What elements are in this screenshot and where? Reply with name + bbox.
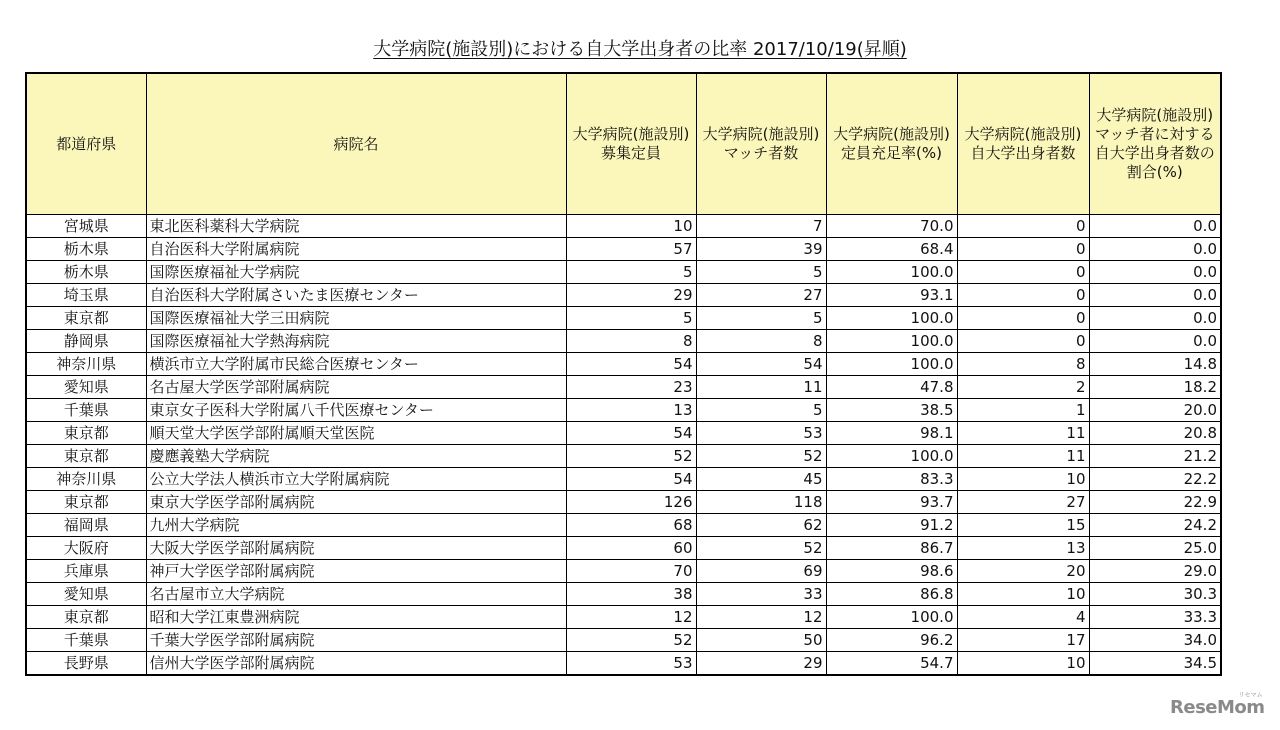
cell-prefecture: 栃木県 <box>26 261 146 284</box>
cell-matched: 45 <box>696 468 826 491</box>
cell-own-graduates: 1 <box>957 399 1089 422</box>
cell-matched: 5 <box>696 307 826 330</box>
cell-matched: 8 <box>696 330 826 353</box>
cell-matched: 54 <box>696 353 826 376</box>
cell-hospital-name: 横浜市立大学附属市民総合医療センター <box>146 353 566 376</box>
cell-own-graduates: 0 <box>957 307 1089 330</box>
cell-own-ratio: 25.0 <box>1089 537 1221 560</box>
cell-prefecture: 東京都 <box>26 422 146 445</box>
table-row <box>26 629 1221 652</box>
cell-own-graduates: 10 <box>957 468 1089 491</box>
cell-hospital-name: 東京女子医科大学附属八千代医療センター <box>146 399 566 422</box>
cell-matched: 52 <box>696 537 826 560</box>
cell-capacity: 54 <box>566 353 696 376</box>
cell-matched: 53 <box>696 422 826 445</box>
table-row <box>26 537 1221 560</box>
cell-own-ratio: 20.0 <box>1089 399 1221 422</box>
cell-matched: 5 <box>696 399 826 422</box>
cell-fill-rate: 96.2 <box>826 629 957 652</box>
cell-capacity: 10 <box>566 215 696 238</box>
cell-hospital-name: 自治医科大学附属さいたま医療センター <box>146 284 566 307</box>
cell-hospital-name: 名古屋市立大学病院 <box>146 583 566 606</box>
cell-fill-rate: 93.1 <box>826 284 957 307</box>
table-body <box>26 215 1221 676</box>
cell-matched: 62 <box>696 514 826 537</box>
cell-capacity: 68 <box>566 514 696 537</box>
cell-prefecture: 東京都 <box>26 606 146 629</box>
cell-own-ratio: 30.3 <box>1089 583 1221 606</box>
table-row <box>26 422 1221 445</box>
cell-fill-rate: 68.4 <box>826 238 957 261</box>
cell-capacity: 5 <box>566 261 696 284</box>
cell-hospital-name: 自治医科大学附属病院 <box>146 238 566 261</box>
col-header-prefecture: 都道府県 <box>26 73 146 215</box>
cell-own-ratio: 0.0 <box>1089 261 1221 284</box>
cell-hospital-name: 東京大学医学部附属病院 <box>146 491 566 514</box>
cell-own-ratio: 0.0 <box>1089 215 1221 238</box>
cell-own-ratio: 0.0 <box>1089 307 1221 330</box>
table-row <box>26 606 1221 629</box>
cell-hospital-name: 国際医療福祉大学熱海病院 <box>146 330 566 353</box>
cell-prefecture: 神奈川県 <box>26 468 146 491</box>
cell-fill-rate: 100.0 <box>826 261 957 284</box>
cell-own-ratio: 22.9 <box>1089 491 1221 514</box>
cell-own-graduates: 0 <box>957 284 1089 307</box>
cell-prefecture: 埼玉県 <box>26 284 146 307</box>
cell-prefecture: 福岡県 <box>26 514 146 537</box>
cell-own-graduates: 13 <box>957 537 1089 560</box>
cell-prefecture: 東京都 <box>26 307 146 330</box>
cell-capacity: 52 <box>566 629 696 652</box>
cell-own-graduates: 0 <box>957 215 1089 238</box>
cell-capacity: 54 <box>566 422 696 445</box>
cell-fill-rate: 86.8 <box>826 583 957 606</box>
resemom-logo <box>1170 692 1265 718</box>
cell-matched: 11 <box>696 376 826 399</box>
table-row <box>26 583 1221 606</box>
header-row <box>26 73 1221 215</box>
cell-capacity: 126 <box>566 491 696 514</box>
cell-fill-rate: 100.0 <box>826 353 957 376</box>
table-row <box>26 307 1221 330</box>
cell-own-ratio: 29.0 <box>1089 560 1221 583</box>
cell-prefecture: 東京都 <box>26 445 146 468</box>
table-row <box>26 330 1221 353</box>
page-title <box>0 38 1280 62</box>
cell-hospital-name: 国際医療福祉大学病院 <box>146 261 566 284</box>
cell-own-ratio: 14.8 <box>1089 353 1221 376</box>
cell-matched: 27 <box>696 284 826 307</box>
cell-capacity: 38 <box>566 583 696 606</box>
logo-text: ReseMom <box>1170 697 1265 718</box>
table-row <box>26 514 1221 537</box>
cell-capacity: 5 <box>566 307 696 330</box>
table-row <box>26 238 1221 261</box>
cell-prefecture: 千葉県 <box>26 629 146 652</box>
cell-capacity: 70 <box>566 560 696 583</box>
cell-matched: 12 <box>696 606 826 629</box>
cell-prefecture: 神奈川県 <box>26 353 146 376</box>
cell-capacity: 60 <box>566 537 696 560</box>
cell-own-graduates: 15 <box>957 514 1089 537</box>
logo-ruby: リセマム <box>1238 692 1263 699</box>
col-header-hospital: 病院名 <box>146 73 566 215</box>
cell-own-graduates: 8 <box>957 353 1089 376</box>
cell-own-graduates: 11 <box>957 422 1089 445</box>
cell-hospital-name: 慶應義塾大学病院 <box>146 445 566 468</box>
cell-matched: 50 <box>696 629 826 652</box>
table-row <box>26 399 1221 422</box>
cell-fill-rate: 86.7 <box>826 537 957 560</box>
table-row <box>26 215 1221 238</box>
cell-prefecture: 東京都 <box>26 491 146 514</box>
cell-hospital-name: 大阪大学医学部附属病院 <box>146 537 566 560</box>
cell-hospital-name: 千葉大学医学部附属病院 <box>146 629 566 652</box>
table-row <box>26 284 1221 307</box>
cell-own-graduates: 17 <box>957 629 1089 652</box>
cell-prefecture: 栃木県 <box>26 238 146 261</box>
cell-hospital-name: 順天堂大学医学部附属順天堂医院 <box>146 422 566 445</box>
cell-capacity: 13 <box>566 399 696 422</box>
cell-own-graduates: 20 <box>957 560 1089 583</box>
cell-prefecture: 愛知県 <box>26 376 146 399</box>
cell-matched: 52 <box>696 445 826 468</box>
cell-fill-rate: 47.8 <box>826 376 957 399</box>
cell-own-graduates: 10 <box>957 583 1089 606</box>
table-row <box>26 652 1221 676</box>
table-row <box>26 376 1221 399</box>
col-header-own-ratio: 大学病院(施設別)マッチ者に対する自大学出身者数の割合(%) <box>1089 73 1221 215</box>
cell-fill-rate: 70.0 <box>826 215 957 238</box>
cell-hospital-name: 東北医科薬科大学病院 <box>146 215 566 238</box>
cell-prefecture: 宮城県 <box>26 215 146 238</box>
cell-matched: 29 <box>696 652 826 676</box>
cell-prefecture: 千葉県 <box>26 399 146 422</box>
table-row <box>26 560 1221 583</box>
cell-matched: 39 <box>696 238 826 261</box>
table-row <box>26 261 1221 284</box>
cell-capacity: 29 <box>566 284 696 307</box>
cell-capacity: 8 <box>566 330 696 353</box>
cell-own-graduates: 0 <box>957 261 1089 284</box>
cell-matched: 7 <box>696 215 826 238</box>
cell-capacity: 12 <box>566 606 696 629</box>
table-row <box>26 445 1221 468</box>
col-header-matched: 大学病院(施設別)マッチ者数 <box>696 73 826 215</box>
cell-own-graduates: 2 <box>957 376 1089 399</box>
cell-fill-rate: 98.1 <box>826 422 957 445</box>
cell-fill-rate: 100.0 <box>826 307 957 330</box>
cell-fill-rate: 93.7 <box>826 491 957 514</box>
cell-fill-rate: 38.5 <box>826 399 957 422</box>
cell-matched: 33 <box>696 583 826 606</box>
cell-prefecture: 長野県 <box>26 652 146 676</box>
cell-hospital-name: 神戸大学医学部附属病院 <box>146 560 566 583</box>
cell-own-ratio: 34.0 <box>1089 629 1221 652</box>
cell-own-ratio: 22.2 <box>1089 468 1221 491</box>
col-header-own-graduates: 大学病院(施設別)自大学出身者数 <box>957 73 1089 215</box>
cell-own-ratio: 20.8 <box>1089 422 1221 445</box>
cell-hospital-name: 公立大学法人横浜市立大学附属病院 <box>146 468 566 491</box>
cell-capacity: 54 <box>566 468 696 491</box>
cell-fill-rate: 100.0 <box>826 606 957 629</box>
cell-matched: 118 <box>696 491 826 514</box>
cell-fill-rate: 83.3 <box>826 468 957 491</box>
cell-fill-rate: 54.7 <box>826 652 957 676</box>
cell-own-ratio: 0.0 <box>1089 284 1221 307</box>
cell-own-ratio: 33.3 <box>1089 606 1221 629</box>
table-row <box>26 491 1221 514</box>
cell-capacity: 53 <box>566 652 696 676</box>
cell-hospital-name: 昭和大学江東豊洲病院 <box>146 606 566 629</box>
cell-own-graduates: 11 <box>957 445 1089 468</box>
cell-capacity: 52 <box>566 445 696 468</box>
cell-hospital-name: 国際医療福祉大学三田病院 <box>146 307 566 330</box>
cell-prefecture: 静岡県 <box>26 330 146 353</box>
title-text: 大学病院(施設別)における自大学出身者の比率 2017/10/19(昇順) <box>373 39 907 60</box>
data-table <box>25 72 1222 676</box>
cell-prefecture: 愛知県 <box>26 583 146 606</box>
cell-matched: 5 <box>696 261 826 284</box>
cell-capacity: 57 <box>566 238 696 261</box>
cell-own-ratio: 24.2 <box>1089 514 1221 537</box>
cell-own-graduates: 4 <box>957 606 1089 629</box>
cell-fill-rate: 98.6 <box>826 560 957 583</box>
table-row <box>26 468 1221 491</box>
cell-fill-rate: 91.2 <box>826 514 957 537</box>
cell-own-ratio: 21.2 <box>1089 445 1221 468</box>
col-header-capacity: 大学病院(施設別)募集定員 <box>566 73 696 215</box>
cell-own-ratio: 34.5 <box>1089 652 1221 676</box>
cell-own-ratio: 0.0 <box>1089 330 1221 353</box>
cell-own-ratio: 0.0 <box>1089 238 1221 261</box>
cell-hospital-name: 名古屋大学医学部附属病院 <box>146 376 566 399</box>
cell-fill-rate: 100.0 <box>826 445 957 468</box>
cell-capacity: 23 <box>566 376 696 399</box>
cell-own-graduates: 0 <box>957 330 1089 353</box>
cell-prefecture: 大阪府 <box>26 537 146 560</box>
cell-own-graduates: 0 <box>957 238 1089 261</box>
cell-own-graduates: 10 <box>957 652 1089 676</box>
cell-fill-rate: 100.0 <box>826 330 957 353</box>
cell-own-graduates: 27 <box>957 491 1089 514</box>
cell-hospital-name: 九州大学病院 <box>146 514 566 537</box>
col-header-fill-rate: 大学病院(施設別)定員充足率(%) <box>826 73 957 215</box>
cell-matched: 69 <box>696 560 826 583</box>
cell-hospital-name: 信州大学医学部附属病院 <box>146 652 566 676</box>
cell-own-ratio: 18.2 <box>1089 376 1221 399</box>
table-row <box>26 353 1221 376</box>
cell-prefecture: 兵庫県 <box>26 560 146 583</box>
